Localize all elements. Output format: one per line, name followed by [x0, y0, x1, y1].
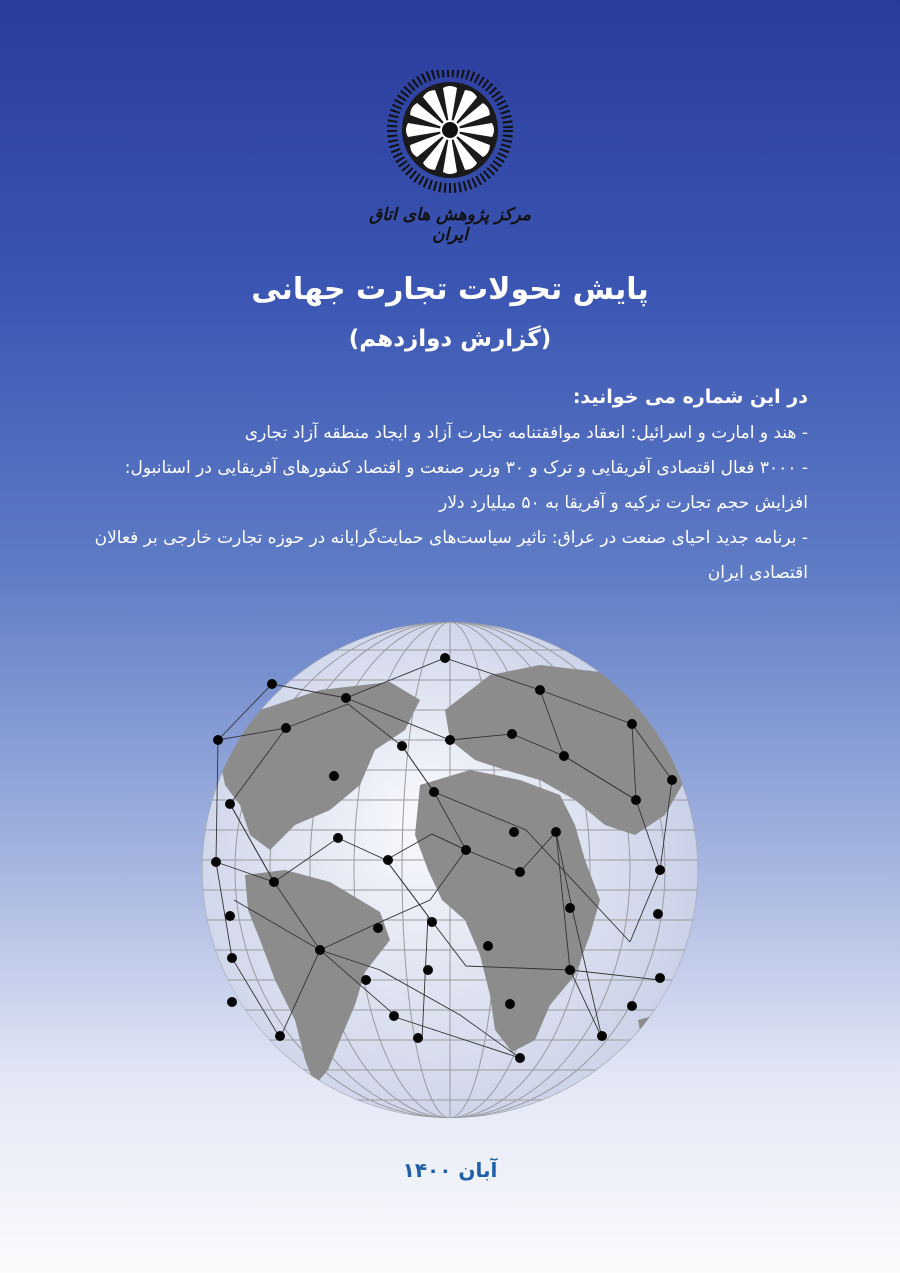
contents-section — [88, 380, 808, 591]
contents-item: - هند و امارت و اسرائیل: انعقاد موافقتنامه تجارت آزاد و ایجاد منطقه آزاد تجاری — [244, 423, 808, 443]
research-center-name: مرکز پژوهش های اتاق ایران — [369, 205, 531, 245]
publication-date: آبان ۱۴۰۰ — [402, 1158, 498, 1182]
contents-item: - برنامه جدید احیای صنعت در عراق: تاثیر سیاست‌های حمایت‌گرایانه در حوزه تجارت خارجی بر فعالان اقتصادی ایران — [94, 528, 808, 583]
contents-item: - ۳۰۰۰ فعال اقتصادی آفریقایی و ترک و ۳۰ وزیر صنعت و اقتصاد کشورهای آفریقایی در استانبول: افزایش حجم تجارت ترکیه و آفریقا به ۵۰ میلیارد دلار — [124, 458, 808, 513]
iran-chamber-emblem-icon — [375, 70, 525, 195]
report-title: پایش تحولات تجارت جهانی — [251, 272, 649, 307]
network-globe-icon — [190, 620, 710, 1120]
contents-heading: در این شماره می خوانید: — [572, 386, 808, 408]
report-subtitle: (گزارش دوازدهم) — [348, 326, 552, 352]
